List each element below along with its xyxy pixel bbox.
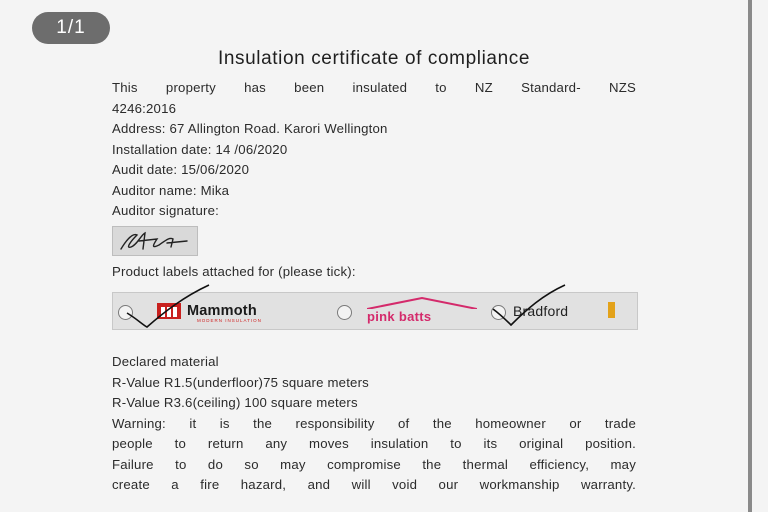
mammoth-name: Mammoth	[187, 303, 257, 319]
warning-line-3: Failure to do so may compromise the thermal efficiency, may	[112, 456, 636, 472]
auditor-name: Auditor name: Mika	[112, 182, 230, 198]
audit-date: Audit date: 15/06/2020	[112, 162, 250, 177]
bradford-tick-icon	[493, 285, 565, 325]
r-value-underfloor: R-Value R1.5(underfloor)75 square meters	[112, 374, 369, 390]
warning-line-4: create a fire hazard, and will void our workmanship warranty.	[112, 477, 636, 492]
pink-batts-name: pink batts	[367, 308, 432, 324]
r-value-ceiling: R-Value R3.6(ceiling) 100 square meters	[112, 395, 358, 410]
warning-line-1: Warning: it is the responsibility of the homeowner or trade	[112, 415, 636, 431]
viewer-edge-divider	[748, 0, 752, 512]
bradford-name: Bradford	[513, 303, 569, 319]
auditor-signature-label: Auditor signature:	[112, 203, 219, 218]
signature-scribble	[113, 227, 197, 255]
standard-statement: This property has been insulated to NZ Standard- NZS	[112, 80, 636, 95]
brand-labels-strip	[112, 292, 638, 330]
tick-marks	[113, 283, 637, 333]
mammoth-tick-icon	[127, 285, 209, 327]
standard-code: 4246:2016	[112, 100, 177, 116]
product-labels-prompt: Product labels attached for (please tick):	[112, 263, 356, 279]
certificate-document	[112, 48, 636, 496]
declared-material-heading: Declared material	[112, 354, 219, 369]
auditor-signature-image	[112, 226, 198, 256]
warning-line-2: people to return any moves insulation to its original position.	[112, 436, 636, 451]
page-indicator[interactable]: 1/1	[32, 12, 110, 44]
document-title: Insulation certificate of compliance	[217, 48, 531, 69]
mammoth-tagline: MODERN INSULATION	[197, 318, 262, 323]
installation-date: Installation date: 14 /06/2020	[112, 141, 288, 157]
address-line: Address: 67 Allington Road. Karori Wellington	[112, 121, 388, 136]
